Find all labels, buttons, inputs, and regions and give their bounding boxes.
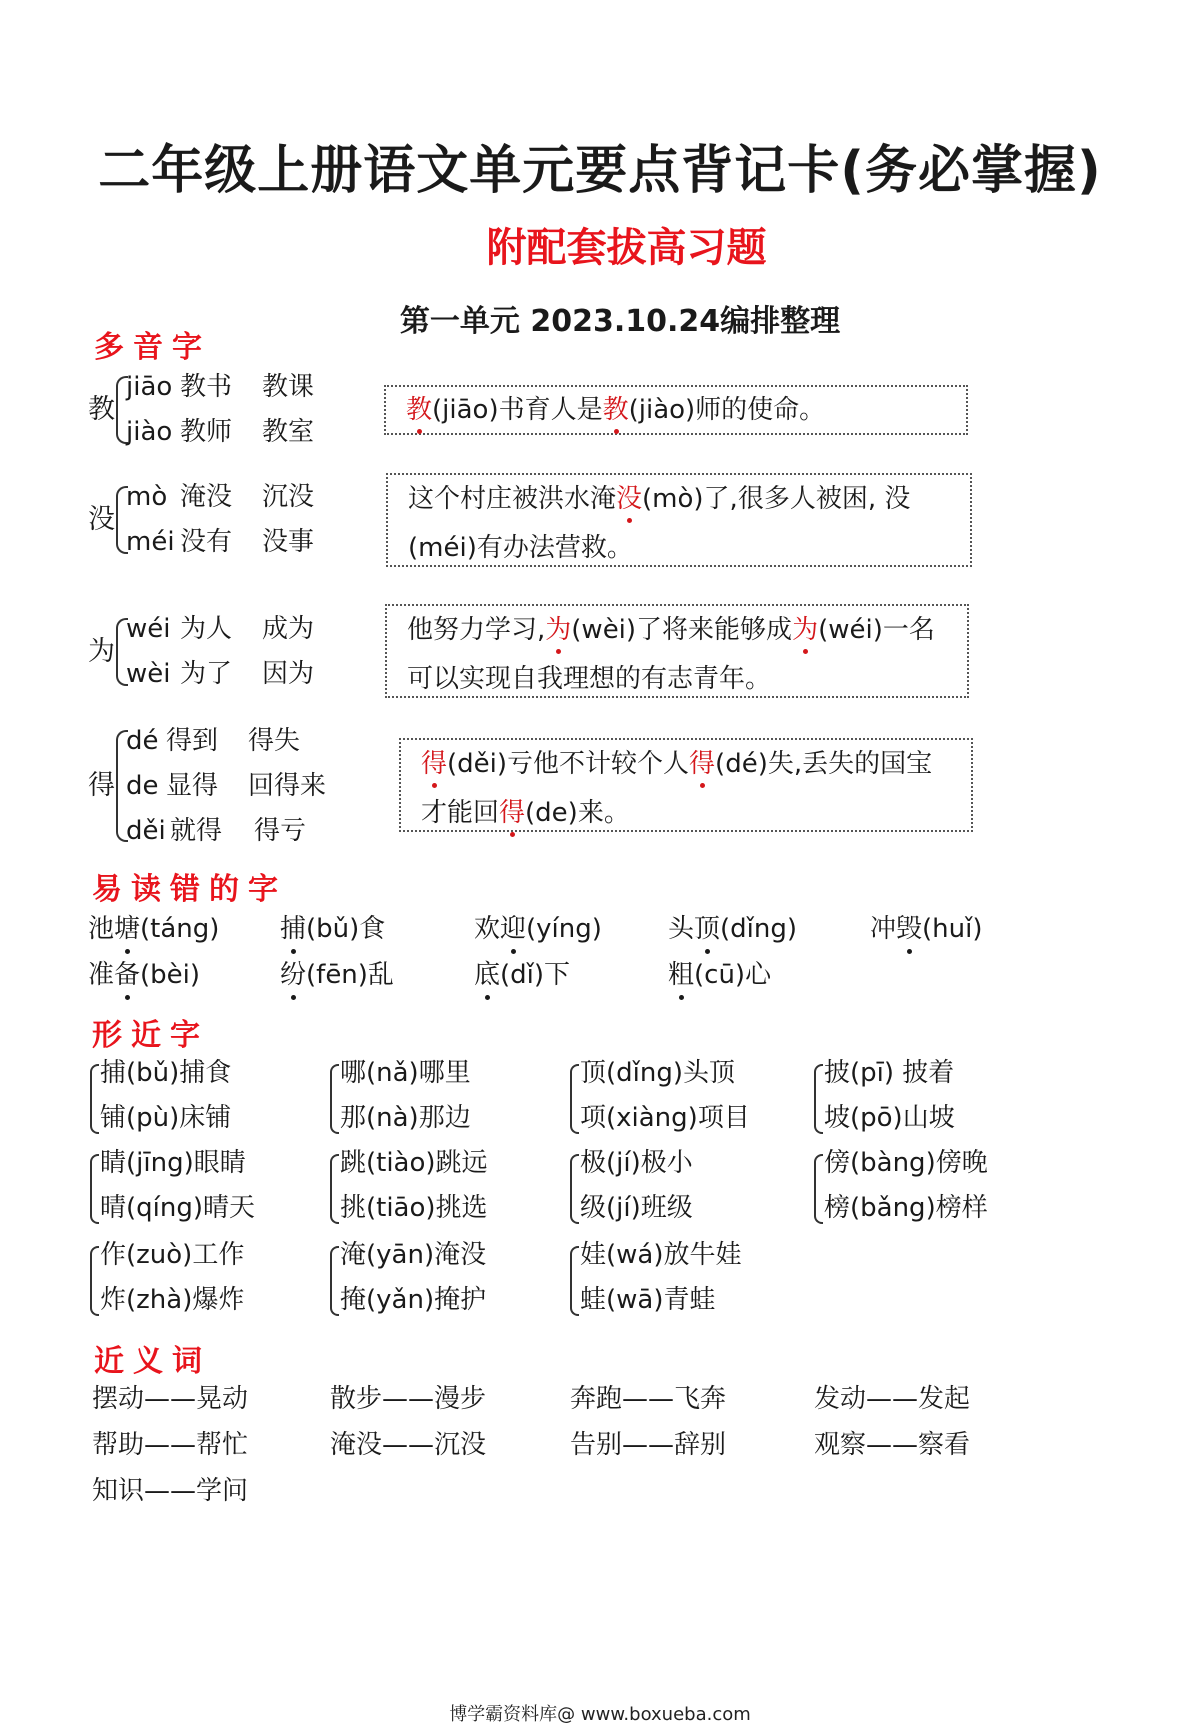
misread-char: 迎 xyxy=(500,914,527,944)
word: 得到 xyxy=(166,726,219,756)
synonym-pair: 知识——学问 xyxy=(92,1476,249,1506)
misread-text: (cū)心 xyxy=(694,960,772,990)
brace xyxy=(570,1154,579,1224)
sentence-text: 这个村庄被洪水淹 xyxy=(408,484,617,514)
pinyin: wèi xyxy=(126,659,171,689)
synonym-pair: 观察——察看 xyxy=(814,1430,971,1460)
misread-text: 欢 xyxy=(474,914,501,944)
misread-char: 纷 xyxy=(280,960,307,990)
highlighted-char: 得 xyxy=(421,749,448,779)
highlighted-char: 教 xyxy=(406,395,433,425)
pinyin: děi xyxy=(126,816,166,846)
synonym-pair: 奔跑——飞奔 xyxy=(570,1384,727,1414)
example-box xyxy=(385,604,969,698)
misread-item xyxy=(280,962,394,988)
brace xyxy=(90,1064,99,1134)
similar-char-entry: 捕(bǔ)捕食 xyxy=(100,1058,232,1088)
misread-char: 塘 xyxy=(114,914,141,944)
similar-char-entry: 铺(pù)床铺 xyxy=(100,1103,232,1133)
misread-text: (dǐ)下 xyxy=(500,960,571,990)
misread-text: 冲 xyxy=(870,914,897,944)
pinyin: mò xyxy=(126,482,168,512)
word: 显得 xyxy=(166,771,219,801)
misread-text: 准 xyxy=(88,960,115,990)
brace xyxy=(330,1246,339,1316)
misread-item xyxy=(668,916,797,942)
word: 回得来 xyxy=(248,771,327,801)
highlighted-char: 教 xyxy=(602,395,629,425)
word: 为了 xyxy=(180,659,233,689)
misread-text: 头 xyxy=(668,914,695,944)
similar-char-entry: 跳(tiào)跳远 xyxy=(340,1148,488,1178)
brace xyxy=(330,1064,339,1134)
word: 教课 xyxy=(262,372,315,402)
similar-char-entry: 淹(yān)淹没 xyxy=(340,1240,487,1270)
highlighted-char: 得 xyxy=(689,749,716,779)
section-heading-synonyms: 近义词 xyxy=(94,1344,211,1379)
polyphonic-char: 没 xyxy=(88,504,115,535)
word: 教师 xyxy=(180,417,233,447)
misread-char: 顶 xyxy=(694,914,721,944)
similar-char-entry: 作(zuò)工作 xyxy=(100,1240,245,1270)
pinyin: jiào xyxy=(126,417,173,447)
polyphonic-char: 教 xyxy=(88,394,115,425)
word: 教书 xyxy=(180,372,233,402)
word: 成为 xyxy=(262,614,315,644)
polyphonic-char: 得 xyxy=(88,770,115,801)
example-sentence xyxy=(387,606,967,704)
misread-item xyxy=(280,916,385,942)
similar-char-entry: 睛(jīng)眼睛 xyxy=(100,1148,246,1178)
misread-char: 粗 xyxy=(668,960,695,990)
footer-watermark: 博学霸资料库@ www.boxueba.com xyxy=(449,1704,751,1725)
similar-char-entry: 级(jí)班级 xyxy=(580,1193,693,1223)
brace xyxy=(90,1246,99,1316)
similar-char-entry: 炸(zhà)爆炸 xyxy=(100,1285,245,1315)
word: 没有 xyxy=(180,527,233,557)
sentence-text: (dé)失,丢失的国宝才能回 xyxy=(421,749,933,828)
sentence-text: (wèi)了将来能够成 xyxy=(571,615,793,645)
synonym-pair: 告别——辞别 xyxy=(570,1430,727,1460)
synonym-pair: 发动——发起 xyxy=(814,1384,971,1414)
misread-text: (huǐ) xyxy=(922,914,983,944)
similar-char-entry: 娃(wá)放牛娃 xyxy=(580,1240,742,1270)
similar-char-entry: 那(nà)那边 xyxy=(340,1103,471,1133)
sentence-text: 他努力学习, xyxy=(407,615,546,645)
pinyin: wéi xyxy=(126,614,171,644)
section-heading-polyphonic: 多音字 xyxy=(94,330,211,365)
section-heading-misread: 易读错的字 xyxy=(92,872,287,907)
misread-char: 捕 xyxy=(280,914,307,944)
misread-item xyxy=(668,962,771,988)
polyphonic-char: 为 xyxy=(88,636,115,667)
misread-char: 备 xyxy=(114,960,141,990)
brace xyxy=(814,1154,823,1224)
similar-char-entry: 傍(bàng)傍晚 xyxy=(824,1148,988,1178)
word: 得失 xyxy=(248,726,301,756)
similar-char-entry: 挑(tiāo)挑选 xyxy=(340,1193,488,1223)
similar-char-entry: 榜(bǎng)榜样 xyxy=(824,1193,988,1223)
word: 没事 xyxy=(262,527,315,557)
pinyin: jiāo xyxy=(126,372,173,402)
misread-text: (bèi) xyxy=(140,960,201,990)
brace xyxy=(90,1154,99,1224)
similar-char-entry: 蛙(wā)青蛙 xyxy=(580,1285,716,1315)
sentence-text: (de)来。 xyxy=(525,798,630,828)
synonym-pair: 淹没——沉没 xyxy=(330,1430,487,1460)
highlighted-char: 没 xyxy=(616,484,643,514)
misread-text: (táng) xyxy=(140,914,220,944)
misread-item xyxy=(474,916,602,942)
misread-item xyxy=(88,916,219,942)
similar-char-entry: 项(xiàng)项目 xyxy=(580,1103,750,1133)
example-sentence xyxy=(386,387,966,433)
similar-char-entry: 哪(nǎ)哪里 xyxy=(340,1058,471,1088)
brace xyxy=(330,1154,339,1224)
word: 因为 xyxy=(262,659,315,689)
sentence-text: (děi)亏他不计较个人 xyxy=(447,749,690,779)
word: 为人 xyxy=(180,614,233,644)
example-box xyxy=(384,385,968,435)
sentence-text: (jiào)师的使命。 xyxy=(628,395,826,425)
misread-text: (fēn)乱 xyxy=(306,960,394,990)
similar-char-entry: 掩(yǎn)掩护 xyxy=(340,1285,487,1315)
word: 教室 xyxy=(262,417,315,447)
misread-item xyxy=(474,962,570,988)
misread-text: 池 xyxy=(88,914,115,944)
misread-text: (dǐng) xyxy=(720,914,798,944)
misread-char: 底 xyxy=(474,960,501,990)
synonym-pair: 散步——漫步 xyxy=(330,1384,487,1414)
example-sentence xyxy=(401,740,971,838)
misread-text: (yíng) xyxy=(526,914,602,944)
similar-char-entry: 坡(pō)山坡 xyxy=(824,1103,955,1133)
synonym-pair: 帮助——帮忙 xyxy=(92,1430,249,1460)
pinyin: méi xyxy=(126,527,175,557)
sentence-text: (mò)了,很多人被困, 没(méi)有办法营救。 xyxy=(408,484,911,563)
similar-char-entry: 顶(dǐng)头顶 xyxy=(580,1058,735,1088)
word: 沉没 xyxy=(262,482,315,512)
similar-char-entry: 极(jí)极小 xyxy=(580,1148,693,1178)
highlighted-char: 为 xyxy=(545,615,572,645)
misread-char: 毁 xyxy=(896,914,923,944)
brace xyxy=(814,1064,823,1134)
example-box xyxy=(399,738,973,832)
word: 得亏 xyxy=(254,816,307,846)
sentence-text: (jiāo)书育人是 xyxy=(432,395,603,425)
synonym-pair: 摆动——晃动 xyxy=(92,1384,249,1414)
brace xyxy=(570,1246,579,1316)
misread-text: (bǔ)食 xyxy=(306,914,386,944)
similar-char-entry: 披(pī) 披着 xyxy=(824,1058,955,1088)
pinyin: dé xyxy=(126,726,159,756)
word: 淹没 xyxy=(180,482,233,512)
misread-item xyxy=(870,916,983,942)
word: 就得 xyxy=(170,816,223,846)
brace xyxy=(570,1064,579,1134)
page-subtitle: 附配套拔高习题 xyxy=(486,225,767,271)
highlighted-char: 得 xyxy=(499,798,526,828)
misread-item xyxy=(88,962,200,988)
pinyin: de xyxy=(126,771,159,801)
sentence-text: (wéi)一名可以实现自我理想的有志青年。 xyxy=(407,615,935,694)
section-heading-similar: 形近字 xyxy=(92,1018,209,1053)
page-title: 二年级上册语文单元要点背记卡(务必掌握) xyxy=(98,141,1102,201)
highlighted-char: 为 xyxy=(792,615,819,645)
unit-label: 第一单元 2023.10.24编排整理 xyxy=(399,304,841,339)
example-sentence xyxy=(388,475,970,573)
example-box xyxy=(386,473,972,567)
similar-char-entry: 晴(qíng)晴天 xyxy=(100,1193,255,1223)
